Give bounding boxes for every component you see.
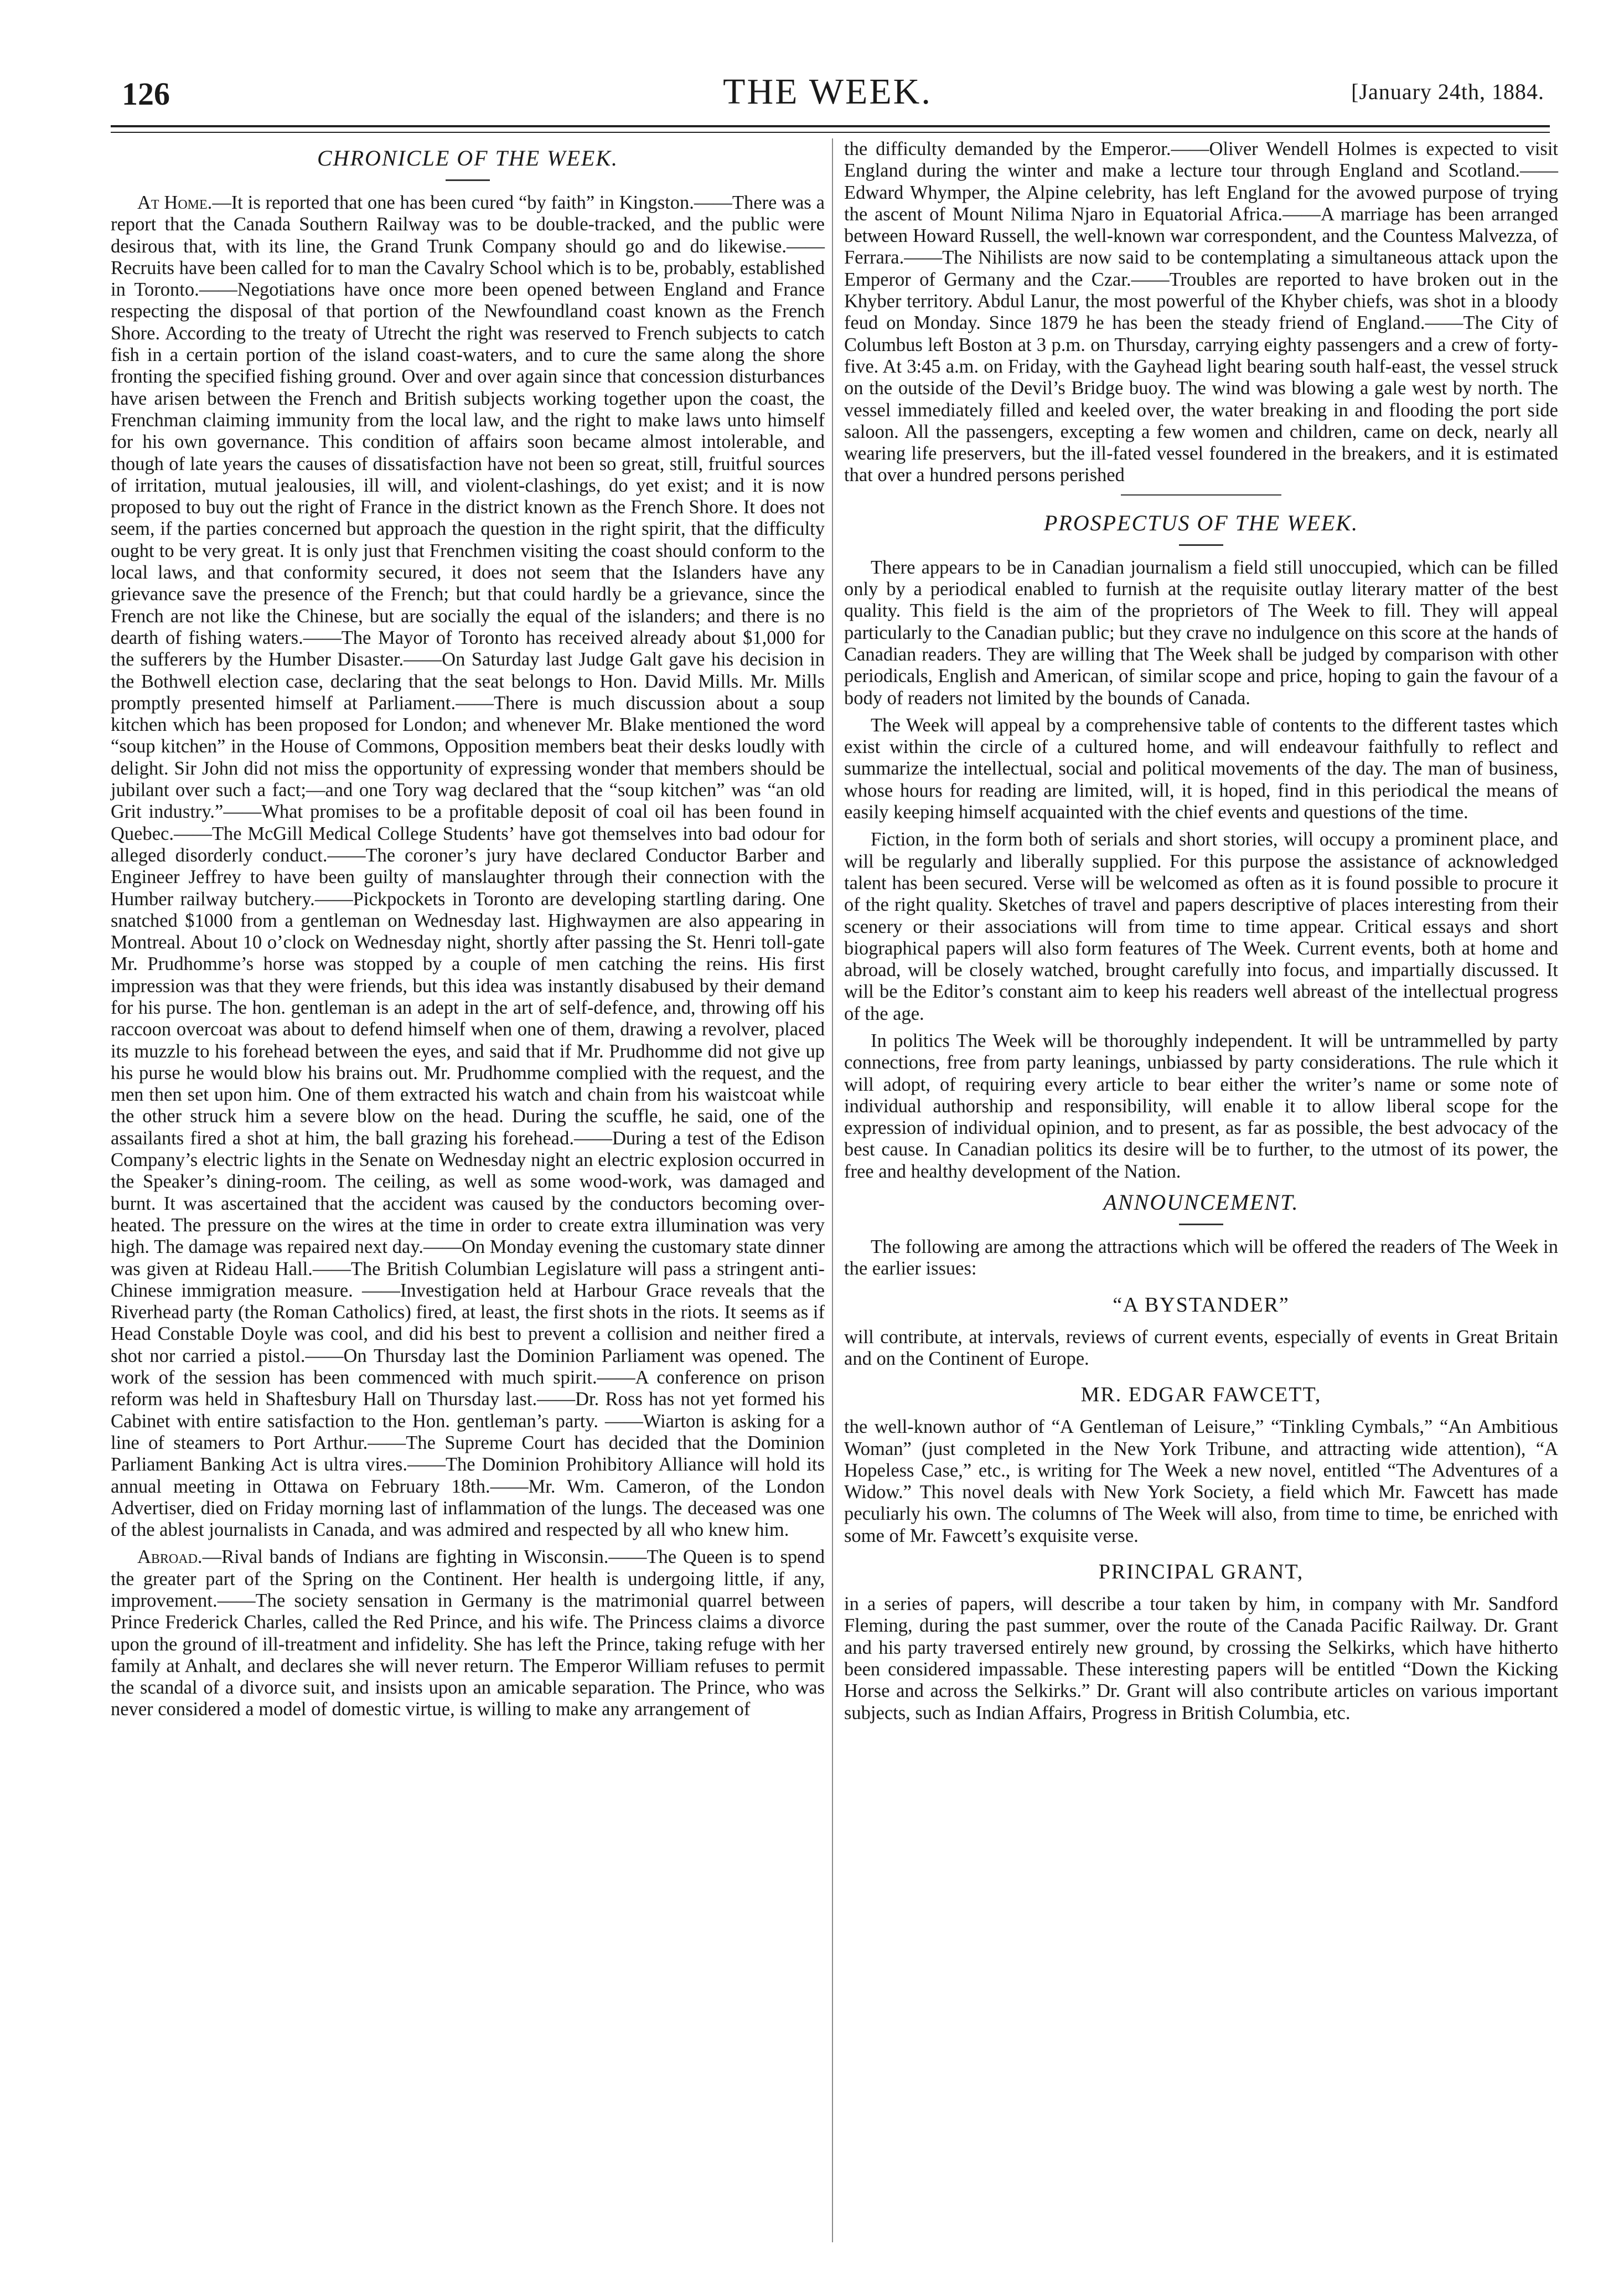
prospectus-paragraph: In politics The Week will be thoroughly independent. It will be untrammelled by party connections, free from party leanings, unbiassed by party considerations. The rule which it will adopt, of requiring every article to bear either the writer’s name or some note of individual authorship and responsibility, will enable it to allow liberal scope for the expression of individual opinion, and to present, as far as possible, the best advocacy of the best cause. In Canadian politics its desire will be to further, to the utmost of its power, the free and healthy development of the Nation. (844, 1030, 1558, 1182)
at-home-body: —It is reported that one has been cured “by faith” in Kingston.——There was a report that the Canada Southern Railway was to be double-tracked, and the public were desirous that, with its line, the Grand Trunk Company should go and do likewise.——Recruits have been called for to man the Cavalry School which is to be, probably, established in Toronto.——Negotiations have once more been opened between England and France respecting the disposal of that portion of the Newfoundland coast known as the French Shore. According to the treaty of Utrecht the right was reserved to French subjects to catch fish in a certain portion of the island coast-waters, and to cure the same along the shore fronting the specified fishing ground. Over and over again since that concession disturbances have arisen between the French and British subjects working together upon the coast, the Frenchman claiming immunity from the local law, and the right to make laws unto himself for his own governance. This condition of affairs soon became almost intolerable, and though of late years the causes of dissatisfaction have not been so great, still, fruitful sources of irritation, mutual jealousies, ill will, and violent-clashings, do yet exist; and it is now proposed to buy out the right of France in the district known as the French Shore. It does not seem, if the parties concerned but approach the question in the right spirit, that the difficulty ought to be very great. It is only just that Frenchmen visiting the coast should conform to the local laws, and that conformity secured, it does not seem that the Islanders have any grievance save the presence of the French; but that could hardly be a grievance, since the French are not like the Chinese, but are socially the equal of the islanders; and there is no dearth of fishing waters.——The Mayor of Toronto has received already about $1,000 for the sufferers by the Humber Disaster.——On Saturday last Judge Galt gave his decision in the Bothwell election case, declaring that the seat belongs to Hon. David Mills. Mr. Mills promptly presented himself at Parliament.——There is much discussion about a soup kitchen which has been proposed for London; and whenever Mr. Blake mentioned the word “soup kitchen” in the House of Commons, Opposition members beat their desks loudly with delight. Sir John did not miss the opportunity of expressing wonder that members should be jubilant over such a fact;—and one Tory wag declared that the “soup kitchen” was “an old Grit industry.”——What promises to be a profitable deposit of coal oil has been found in Quebec.——The McGill Medical College Students’ have got themselves into bad odour for alleged disorderly conduct.——The coroner’s jury have declared Conductor Barber and Engineer Jeffrey to have been guilty of manslaughter through their connection with the Humber railway butchery.——Pickpockets in Toronto are developing startling daring. One snatched $1000 from a gentleman on Wednesday last. Highwaymen are also appearing in Montreal. About 10 o’clock on Wednesday night, shortly after passing the St. Henri toll-gate Mr. Prudhomme’s horse was stopped by a couple of men catching the reins. His first impression was that they were friends, but this idea was instantly disabused by their demand for his purse. The hon. gentleman is an adept in the art of self-defence, and, throwing off his raccoon overcoat was about to defend himself when one of them, drawing a revolver, placed its muzzle to his forehead between the eyes, and said that if Mr. Prudhomme did not give up his purse he would blow his brains out. Mr. Prudhomme complied with the request, and the men then set upon him. One of them extracted his watch and chain from his waistcoat while the other struck him a severe blow on the head. During the scuffle, he said, one of the assailants fired a shot at him, the ball grazing his forehead.——During a test of the Edison Company’s electric lights in the Senate on Wednesday night an electric explosion occurred in the Speaker’s dining-room. The ceiling, as well as some wood-work, was damaged and burnt. It was ascertained that the accident was caused by the conductors becoming over-heated. The pressure on the wires at the time in order to create extra illumination was very high. The damage was repaired next day.——On Monday evening the customary state dinner was given at Rideau Hall.——The British Columbian Legislature will pass a stringent anti-Chinese immigration measure. ——Investigation held at Harbour Grace reveals that the Riverhead party (the Roman Catholics) fired, at least, the first shots in the riots. It seems as if Head Constable Doyle was cool, and did his best to prevent a collision and neither fired a shot nor carried a pistol.——On Thursday last the Dominion Parliament was opened. The work of the session has been commenced with much spirit.——A conference on prison reform was held in Shaftesbury Hall on Thursday last.——Dr. Ross has not yet formed his Cabinet with entire satisfaction to the Hon. gentleman’s party. ——Wiarton is asking for a line of steamers to Port Arthur.——The Supreme Court has decided that the Dominion Parliament Banking Act is ultra vires.——The Dominion Prohibitory Alliance will hold its annual meeting in Ottawa on February 18th.——Mr. Wm. Cameron, of the London Advertiser, died on Friday morning last of inflammation of the lungs. The deceased was one of the ablest journalists in Canada, and was admired and respected by all who knew him. (111, 192, 825, 1541)
abroad-body: —Rival bands of Indians are fighting in Wisconsin.——The Queen is to spend the greater part of the Spring on the Continent. Her health is undergoing little, if any, improvement.——The society sensation in Germany is the matrimonial quarrel between Prince Frederick Charles, called the Red Prince, and his wife. The Princess claims a divorce upon the ground of ill-treatment and infidelity. She has left the Prince, taking refuge with her family at Anhalt, and declares she will never return. The Emperor William refuses to permit the scandal of a divorce suit, and insists upon an amicable separation. The Prince, who was never considered a model of domestic virtue, is willing to make any arrangement of (111, 1546, 825, 1720)
section-rule (1179, 1224, 1223, 1225)
fawcett-body: the well-known author of “A Gentleman of Leisure,” “Tinkling Cymbals,” “An Ambitious Woman” (just completed in the New York Tribune, and attracting wide attention), “A Hopeless Case,” etc., is writing for The Week a new novel, entitled “The Adventures of a Widow.” This novel deals with New York Society, a field which Mr. Fawcett has made peculiarly his own. The columns of The Week will also, from time to time, be enriched with some of Mr. Fawcett’s exquisite verse. (844, 1416, 1558, 1546)
prospectus-title: PROSPECTUS OF THE WEEK. (1043, 510, 1359, 535)
section-divider (1121, 494, 1281, 496)
header-rule-thin (111, 132, 1550, 133)
fawcett-heading: MR. EDGAR FAWCETT, (1080, 1383, 1322, 1407)
prospectus-paragraph: Fiction, in the form both of serials and short stories, will occupy a prominent place, and will be regularly and liberally supplied. For this purpose the assistance of acknowledged talent has been secured. Verse will be welcomed as often as it is found possible to procure it of the right quality. Sketches of travel and papers descriptive of places interesting from their scenery or their associations will from time to time appear. Critical essays and short biographical papers will also form features of The Week. Current events, both at home and abroad, will be closely watched, brought carefully into focus, and impartially discussed. It will be the Editor’s constant aim to keep his readers well abreast of the intellectual progress of the age. (844, 829, 1558, 1024)
column-divider (832, 138, 833, 2242)
left-column (111, 138, 825, 2270)
issue-date: [January 24th, 1884. (1351, 79, 1544, 104)
chronicle-title: CHRONICLE OF THE WEEK. (317, 146, 618, 171)
bystander-body: will contribute, at intervals, reviews of current events, especially of events in Great Britain and on the Continent of Europe. (844, 1326, 1558, 1369)
section-rule (446, 179, 490, 181)
prospectus-paragraph: There appears to be in Canadian journalism a field still unoccupied, which can be filled only by a periodical enabled to furnish at the requisite outlay literary matter of the best quality. This field is the aim of the proprietors of The Week to fill. They will appeal particularly to the Canadian public; but they crave no indulgence on this score at the hands of Canadian readers. They are willing that The Week shall be judged by comparison with other periodicals, English and American, of similar scope and price, hoping to gain the favour of a body of readers not limited by the bounds of Canada. (844, 556, 1558, 709)
grant-heading: PRINCIPAL GRANT, (1098, 1560, 1304, 1584)
section-rule (1179, 544, 1223, 546)
page-header (105, 71, 1550, 123)
announcement-title: ANNOUNCEMENT. (1103, 1190, 1299, 1215)
bystander-heading: “A BYSTANDER” (1113, 1293, 1290, 1317)
announcement-intro: The following are among the attractions which will be offered the readers of The Week in the earlier issues: (844, 1236, 1558, 1279)
abroad-paragraph (111, 1546, 825, 1720)
chronicle-continued: the difficulty demanded by the Emperor.——Oliver Wendell Holmes is expected to visit England during the winter and make a lecture tour through England and Scotland.——Edward Whymper, the Alpine celebrity, has left England for the avowed purpose of trying the ascent of Mount Nilima Njaro in Equatorial Africa.——A marriage has been arranged between Howard Russell, the well-known war correspondent, and the Countess Malvezza, of Ferrara.——The Nihilists are now said to be contemplating a simultaneous attack upon the Emperor of Germany and the Czar.——Troubles are reported to have broken out in the Khyber territory. Abdul Lanur, the most powerful of the Khyber chiefs, was shot in a bloody feud on Monday. Since 1879 he has been the steady friend of England.——The City of Columbus left Boston at 3 p.m. on Thursday, carrying eighty passengers and a crew of forty-five. At 3:45 a.m. on Friday, with the Gayhead light bearing south half-east, the vessel struck on the outside of the Devil’s Bridge buoy. The wind was blowing a gale west by north. The vessel immediately filled and keeled over, the water breaking in and flooding the port side saloon. All the passengers, excepting a few women and children, came on deck, nearly all wearing life preservers, but the ill-fated vessel foundered in the breakers, and it is estimated that over a hundred persons perished (844, 138, 1558, 486)
abroad-lead: Abroad. (137, 1546, 203, 1568)
header-rule (111, 125, 1550, 127)
grant-body: in a series of papers, will describe a tour taken by him, in company with Mr. Sandford Fleming, during the past summer, over the route of the Canada Pacific Railway. Dr. Grant and his party traversed entirely new ground, by crossing the Selkirks, which have hitherto been considered impassable. These interesting papers will be entitled “Down the Kicking Horse and across the Selkirks.” Dr. Grant will also contribute articles on various important subjects, such as Indian Affairs, Progress in British Columbia, etc. (844, 1593, 1558, 1724)
prospectus-paragraph: The Week will appeal by a comprehensive table of contents to the different tastes which exist within the circle of a cultured home, and will endeavour faithfully to reflect and summarize the intellectual, social and political movements of the day. The man of business, whose hours for reading are limited, will, it is hoped, find in this periodical the means of easily keeping himself acquainted with the chief events and questions of the time. (844, 714, 1558, 823)
at-home-paragraph (111, 192, 825, 1541)
at-home-lead: At Home. (137, 192, 213, 213)
page-number: 126 (122, 76, 170, 112)
masthead: THE WEEK. (723, 71, 932, 112)
right-column (844, 138, 1558, 2270)
